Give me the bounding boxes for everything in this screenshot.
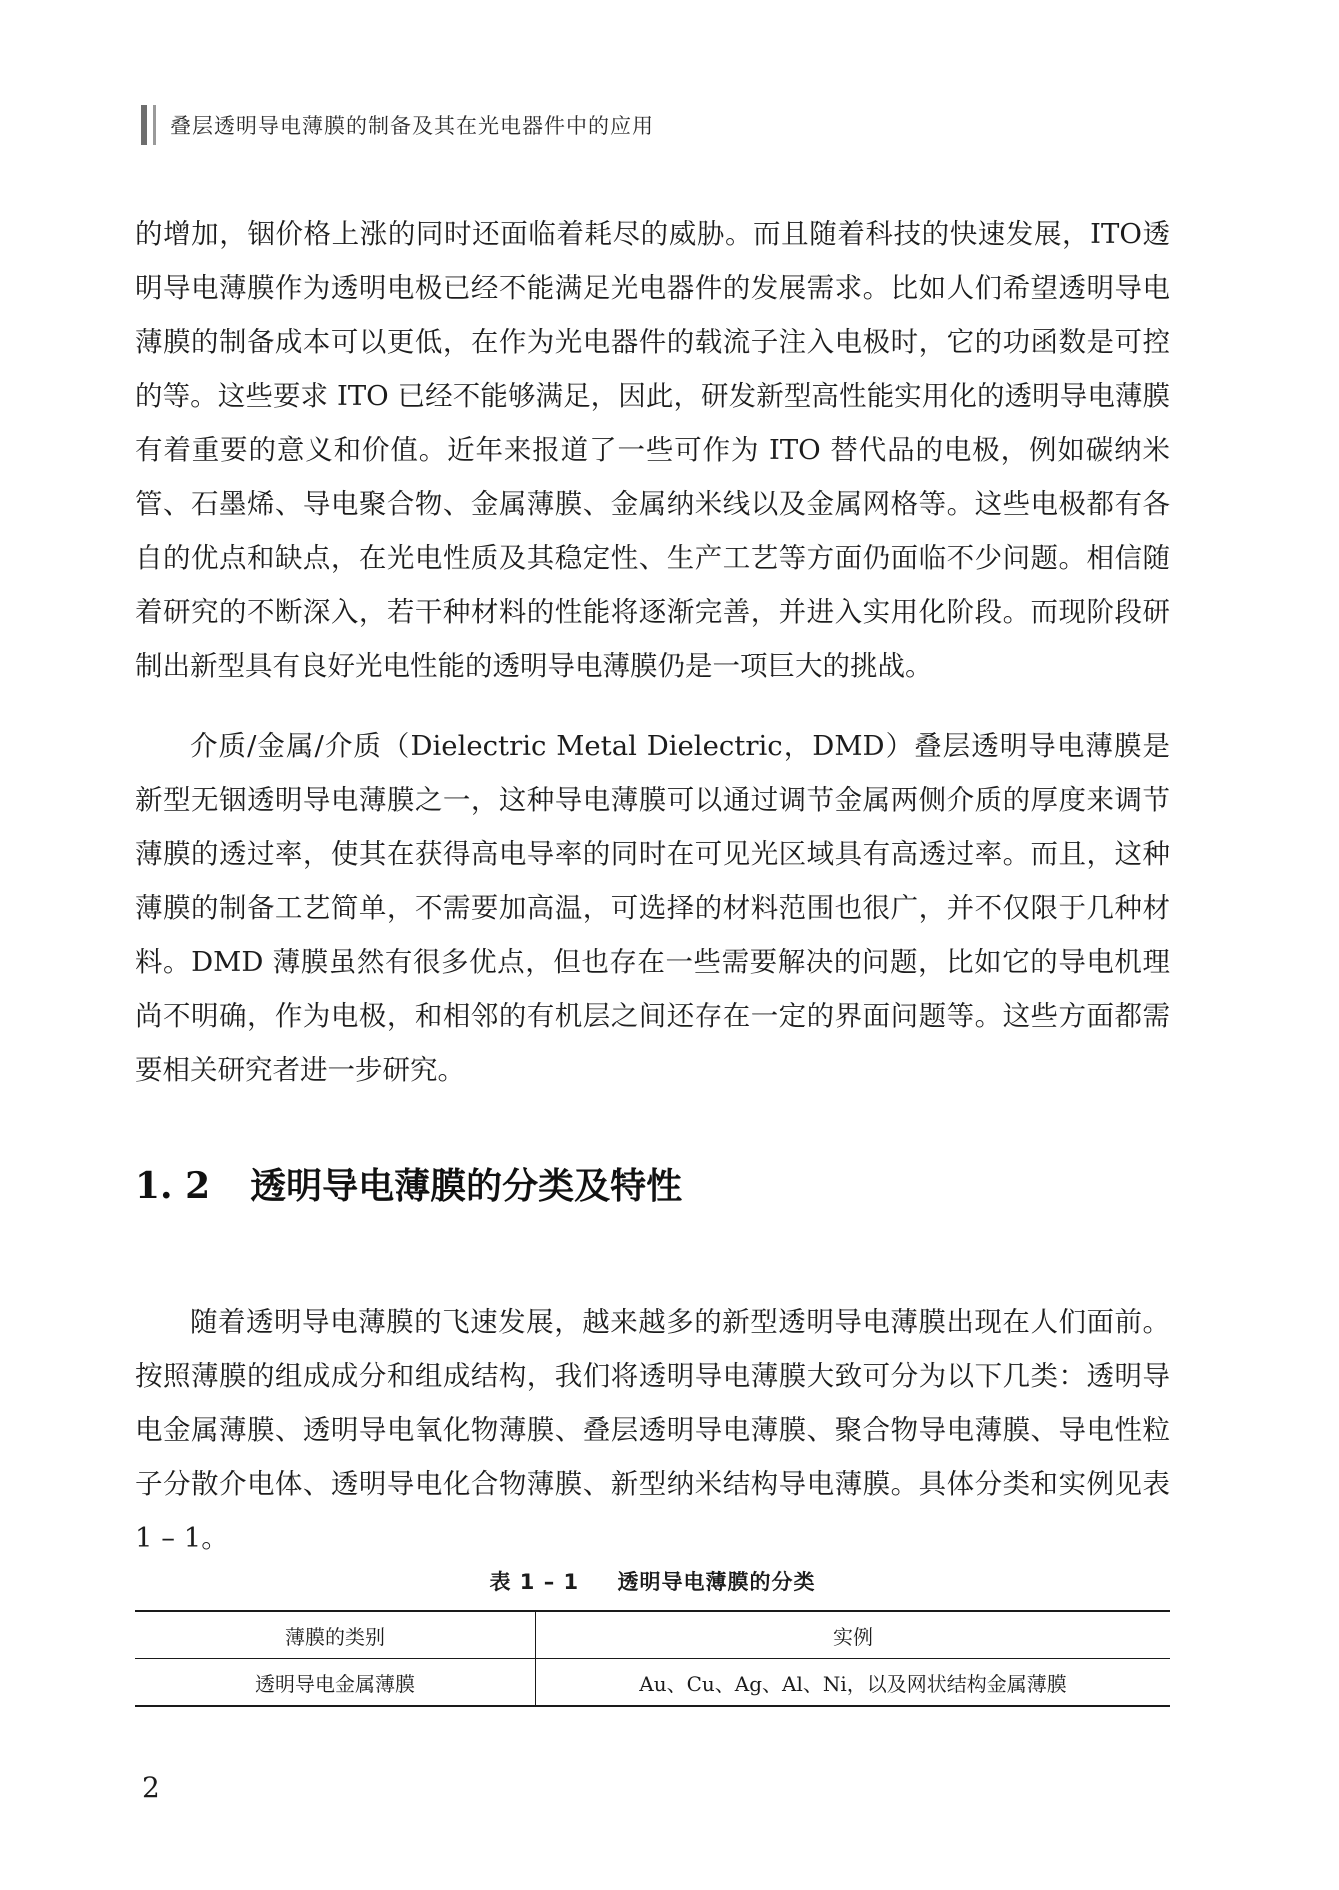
section-title: 透明导电薄膜的分类及特性 [250,1166,683,1207]
body-paragraph: 的增加，铟价格上涨的同时还面临着耗尽的威胁。而且随着科技的快速发展，ITO透明导电薄膜作为透明电极已经不能满足光电器件的发展需求。比如人们希望透明导电薄膜的制备成本可以更低，在作为光电器件的载流子注入电极时，它的功函数是可控的等。这些要求 ITO 已经不能够满足，因此，研发新型高性能实用化的透明导电薄膜有着重要的意义和价值。近年来报道了一些可作为 ITO 替代品的电极，例如碳纳米管、石墨烯、导电聚合物、金属薄膜、金属纳米线以及金属网格等。这些电极都有各自的优点和缺点，在光电性质及其稳定性、生产工艺等方面仍面临不少问题。相信随着研究的不断深入，若干种材料的性能将逐渐完善，并进入实用化阶段。而现阶段研制出新型具有良好光电性能的透明导电薄膜仍是一项巨大的挑战。 [135,218,1170,682]
table-caption-number: 表 1 – 1 [489,1570,580,1594]
body-paragraph: 随着透明导电薄膜的飞速发展，越来越多的新型透明导电薄膜出现在人们面前。按照薄膜的组成成分和组成结构，我们将透明导电薄膜大致可分为以下几类：透明导电金属薄膜、透明导电氧化物薄膜、叠层透明导电薄膜、聚合物导电薄膜、导电性粒子分散介电体、透明导电化合物薄膜、新型纳米结构导电薄膜。具体分类和实例见表 1 – 1。 [135,1306,1170,1554]
table-caption [135,1566,1170,1596]
table-header-cell: 实例 [833,1624,873,1649]
table-cell: 透明导电金属薄膜 [135,1659,536,1707]
section-heading [135,1158,682,1209]
table-cell: Au、Cu、Ag、Al、Ni，以及网状结构金属薄膜 [639,1671,1067,1696]
table-header-cell: 薄膜的类别 [135,1611,536,1659]
running-header [141,104,654,146]
body-paragraph: 介质/金属/介质（Dielectric Metal Dielectric，DMD）叠层透明导电薄膜是新型无铟透明导电薄膜之一，这种导电薄膜可以通过调节金属两侧介质的厚度来调节薄膜的透过率，使其在获得高电导率的同时在可见光区域具有高透过率。而且，这种薄膜的制备工艺简单，不需要加高温，可选择的材料范围也很广，并不仅限于几种材料。DMD 薄膜虽然有很多优点，但也存在一些需要解决的问题，比如它的导电机理尚不明确，作为电极，和相邻的有机层之间还存在一定的界面问题等。这些方面都需要相关研究者进一步研究。 [135,730,1170,1086]
header-bar-ornament [141,105,156,145]
running-title: 叠层透明导电薄膜的制备及其在光电器件中的应用 [170,114,654,138]
table-row [135,1659,1170,1707]
table-caption-title: 透明导电薄膜的分类 [617,1570,816,1594]
section-number: 1. 2 [135,1165,211,1207]
page-number: 2 [142,1771,160,1804]
table-header-row [135,1611,1170,1659]
classification-table [135,1610,1170,1707]
